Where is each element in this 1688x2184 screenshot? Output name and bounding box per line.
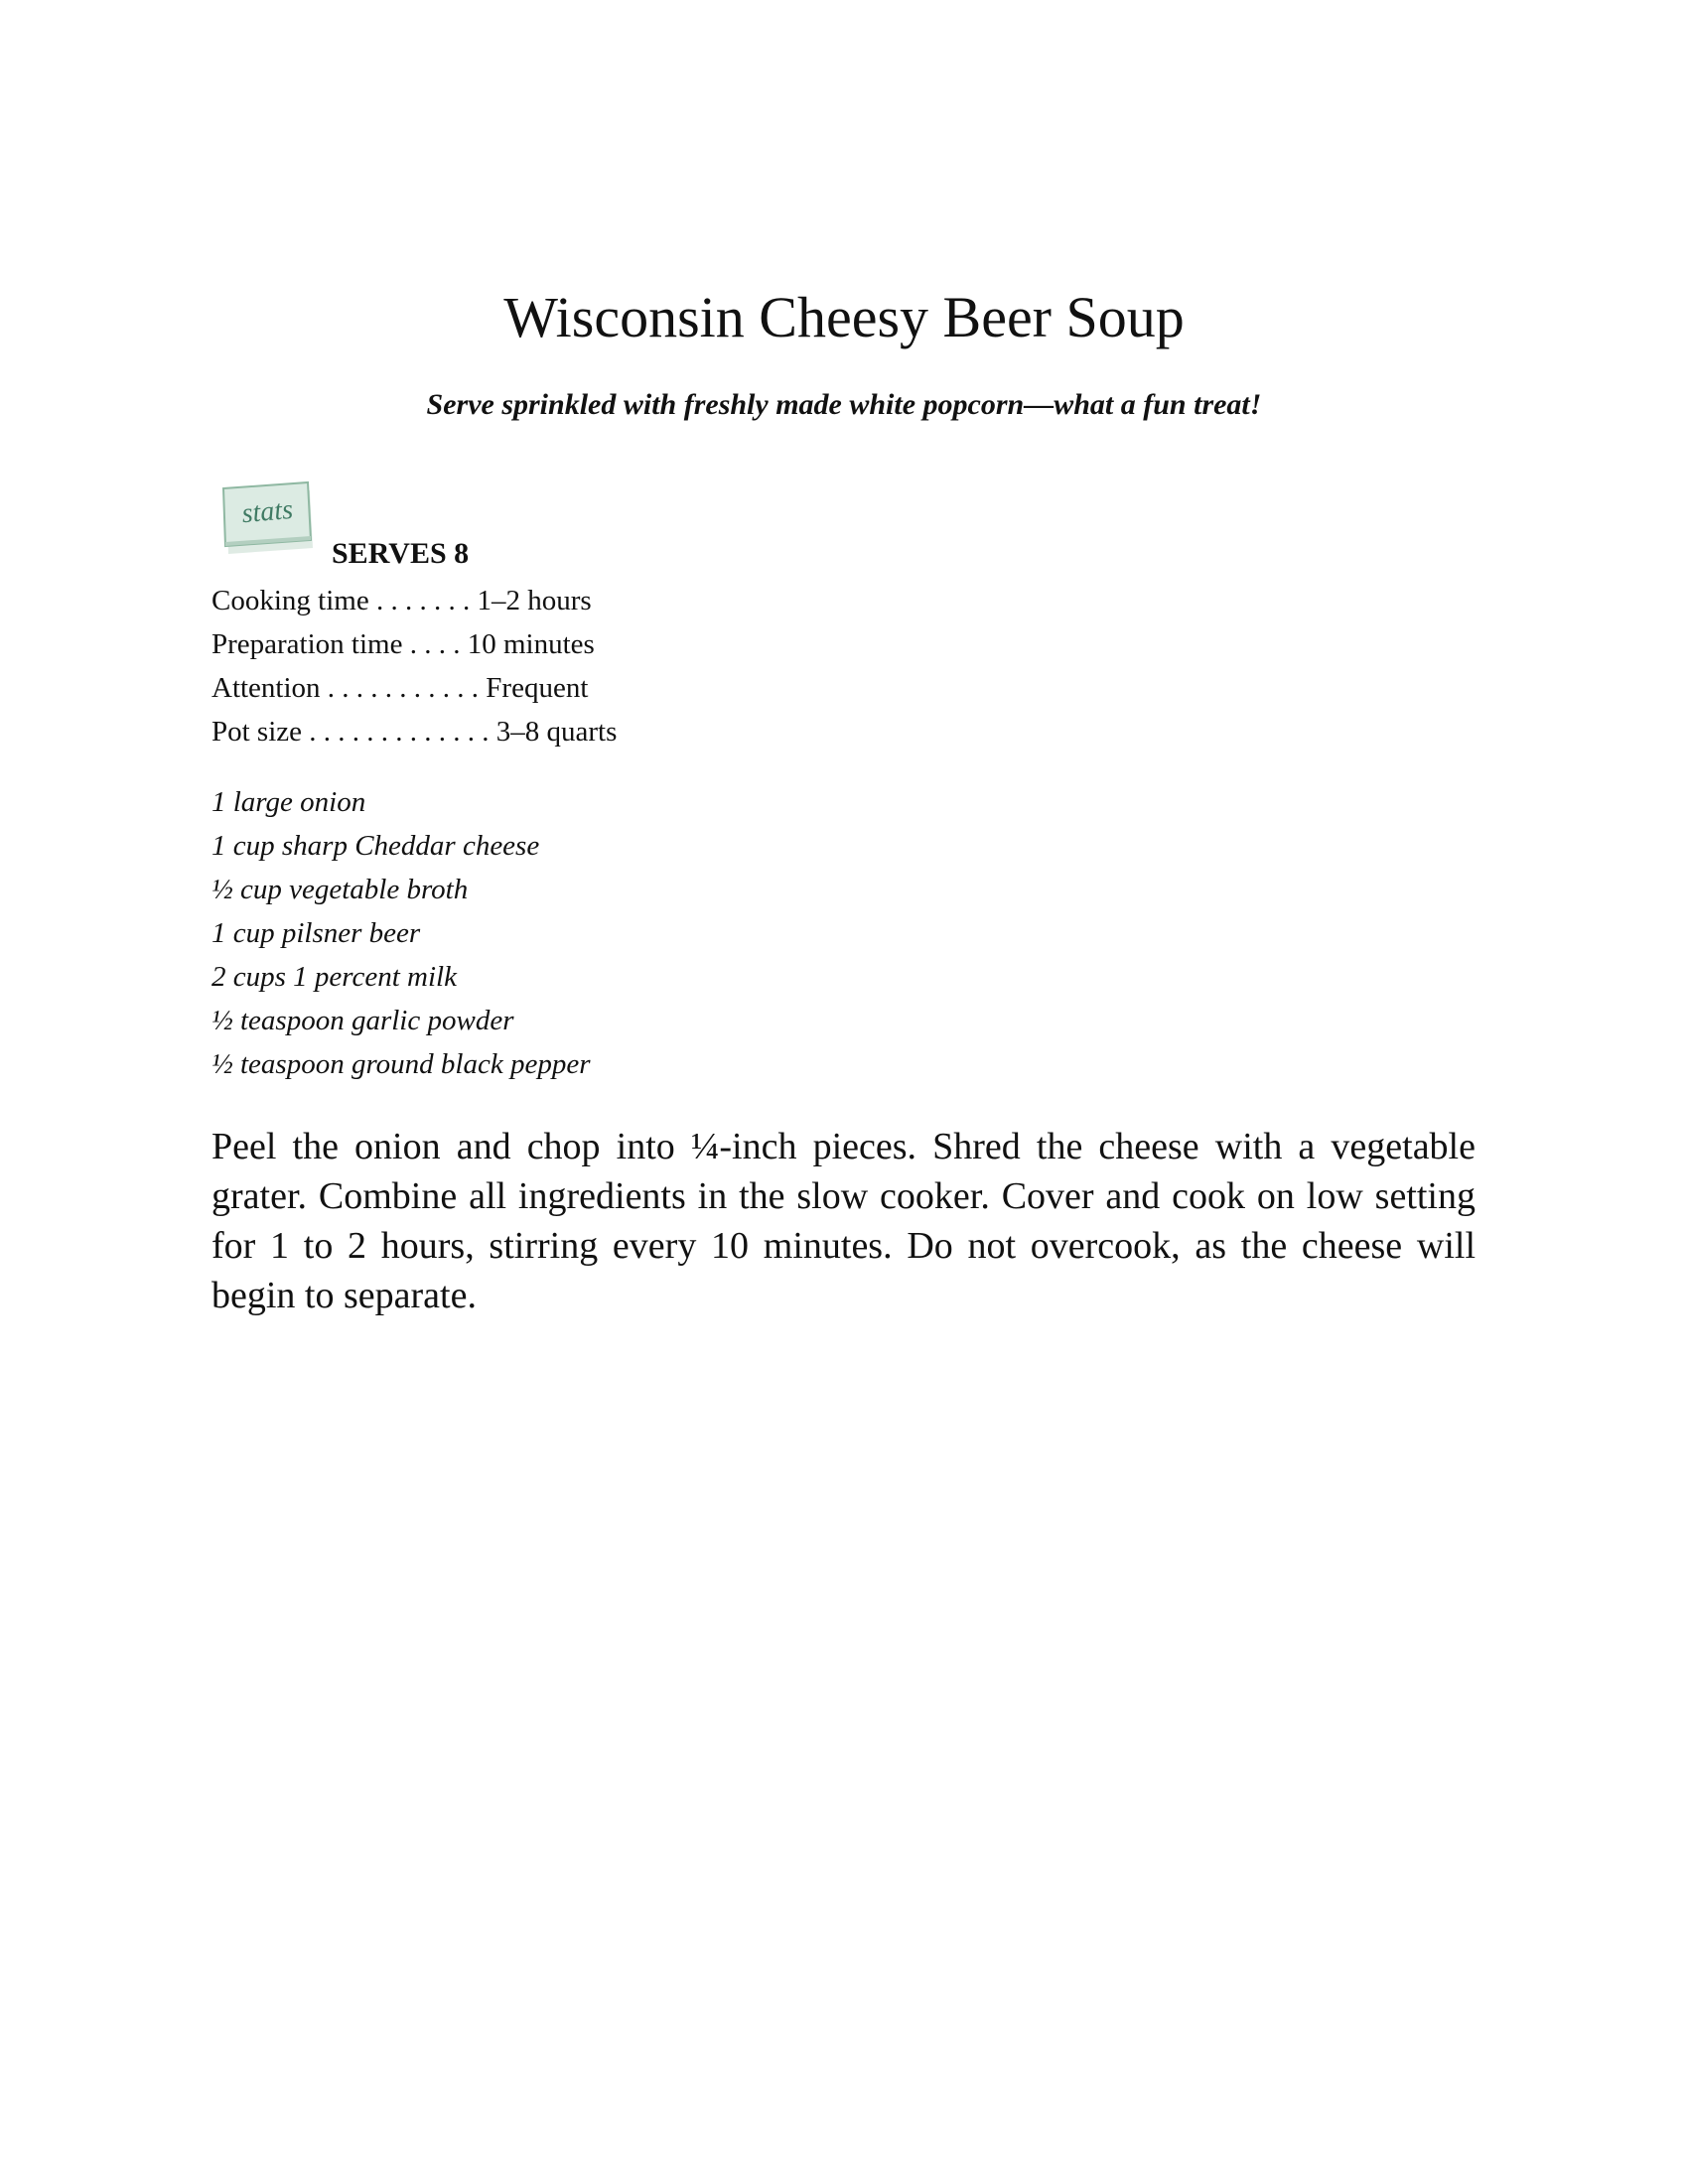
ingredient-item: ½ teaspoon garlic powder [211,1005,514,1036]
ingredient-item: 1 large onion [211,786,366,818]
ingredient-item: ½ cup vegetable broth [211,874,469,905]
stat-cooking-time: Cooking time . . . . . . . 1–2 hours [211,585,592,616]
recipe-directions: Peel the onion and chop into ¼-inch pieces. Shred the cheese with a vegetable grater. Combine all ingredients in the slow cooker. Cover and cook on low setting for 1 to 2 hours, stirring every 10 minutes. Do not overcook, as the cheese will begin to separate. [211,1126,1476,1316]
ingredient-item: 1 cup sharp Cheddar cheese [211,830,540,862]
stat-pot-size: Pot size . . . . . . . . . . . . . 3–8 quarts [211,716,618,748]
recipe-title: Wisconsin Cheesy Beer Soup [503,285,1185,349]
stats-badge-label: stats [240,493,295,530]
ingredient-item: 2 cups 1 percent milk [211,961,457,993]
ingredient-item: 1 cup pilsner beer [211,917,421,949]
stat-attention: Attention . . . . . . . . . . . Frequent [211,672,589,704]
ingredient-list [211,780,591,1086]
serves-count: SERVES 8 [332,537,470,570]
stats-badge-icon [218,475,318,558]
stat-preparation-time: Preparation time . . . . 10 minutes [211,628,595,660]
stats-list [211,579,617,753]
recipe-subtitle: Serve sprinkled with freshly made white popcorn—what a fun treat! [426,388,1262,421]
ingredient-item: ½ teaspoon ground black pepper [211,1048,591,1080]
